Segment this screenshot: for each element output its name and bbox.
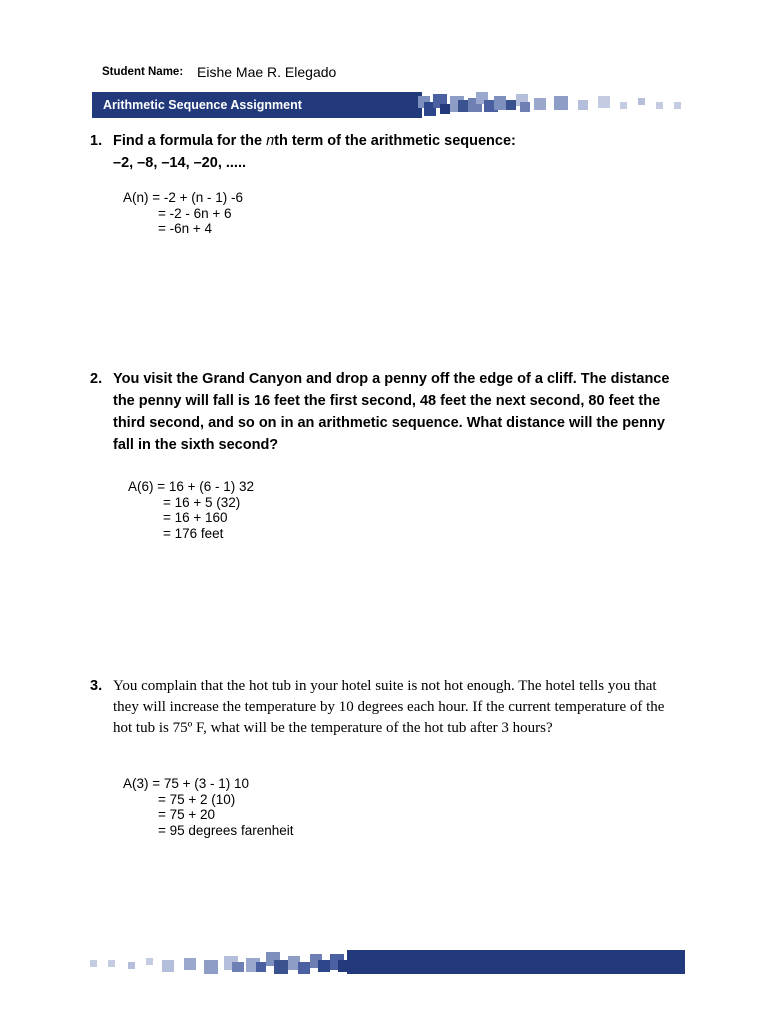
answer-line: A(n) = -2 + (n - 1) -6 — [123, 190, 244, 205]
question-text: You visit the Grand Canyon and drop a penny off the edge of a cliff. The distance the penny will fall is 16 feet the first second, 48 feet the next second, 80 feet the third second, and so on in an arithmetic sequence. What distance will the penny fall in the sixth second? — [113, 371, 670, 453]
answer-line: = -6n + 4 — [158, 221, 213, 236]
question-number: 3. — [90, 678, 103, 694]
answer-line: = 75 + 2 (10) — [158, 791, 236, 807]
question-2 — [90, 368, 680, 460]
answer-3 — [123, 776, 293, 838]
question-3 — [90, 676, 680, 764]
answer-line: = 16 + 160 — [163, 510, 228, 525]
student-name-label: Student Name: — [102, 66, 184, 78]
answer-line: = 95 degrees farenheit — [158, 822, 294, 838]
question-text-italic: n — [266, 133, 275, 149]
student-name-value: Eishe Mae R. Elegado — [197, 64, 337, 80]
footer-bar — [347, 950, 685, 974]
question-number: 2. — [90, 371, 103, 387]
question-text-part: th term of the arithmetic sequence: — [274, 133, 516, 149]
question-text — [113, 130, 673, 174]
assignment-title: Arithmetic Sequence Assignment — [103, 98, 302, 112]
answer-line: = 75 + 20 — [158, 807, 216, 822]
assignment-title-bar — [92, 92, 422, 118]
answer-line: = 16 + 5 (32) — [163, 494, 241, 510]
question-1 — [90, 130, 680, 180]
answer-1 — [123, 190, 243, 237]
question-number: 1. — [90, 133, 103, 149]
answer-line: = -2 - 6n + 6 — [158, 205, 232, 221]
answer-2 — [128, 479, 254, 541]
answer-line: = 176 feet — [163, 525, 224, 541]
question-text: You complain that the hot tub in your hotel suite is not hot enough. The hotel tells you that they will increase the temperature by 10 degrees each hour. If the current temperature of the hot tub is 75º F, what will be the temperature of the hot tub after 3 hours? — [113, 678, 665, 736]
answer-line: A(3) = 75 + (3 - 1) 10 — [123, 776, 250, 791]
sequence-terms: –2, –8, –14, –20, ..... — [113, 155, 247, 171]
question-text-part: Find a formula for the — [113, 133, 267, 149]
answer-line: A(6) = 16 + (6 - 1) 32 — [128, 479, 255, 494]
